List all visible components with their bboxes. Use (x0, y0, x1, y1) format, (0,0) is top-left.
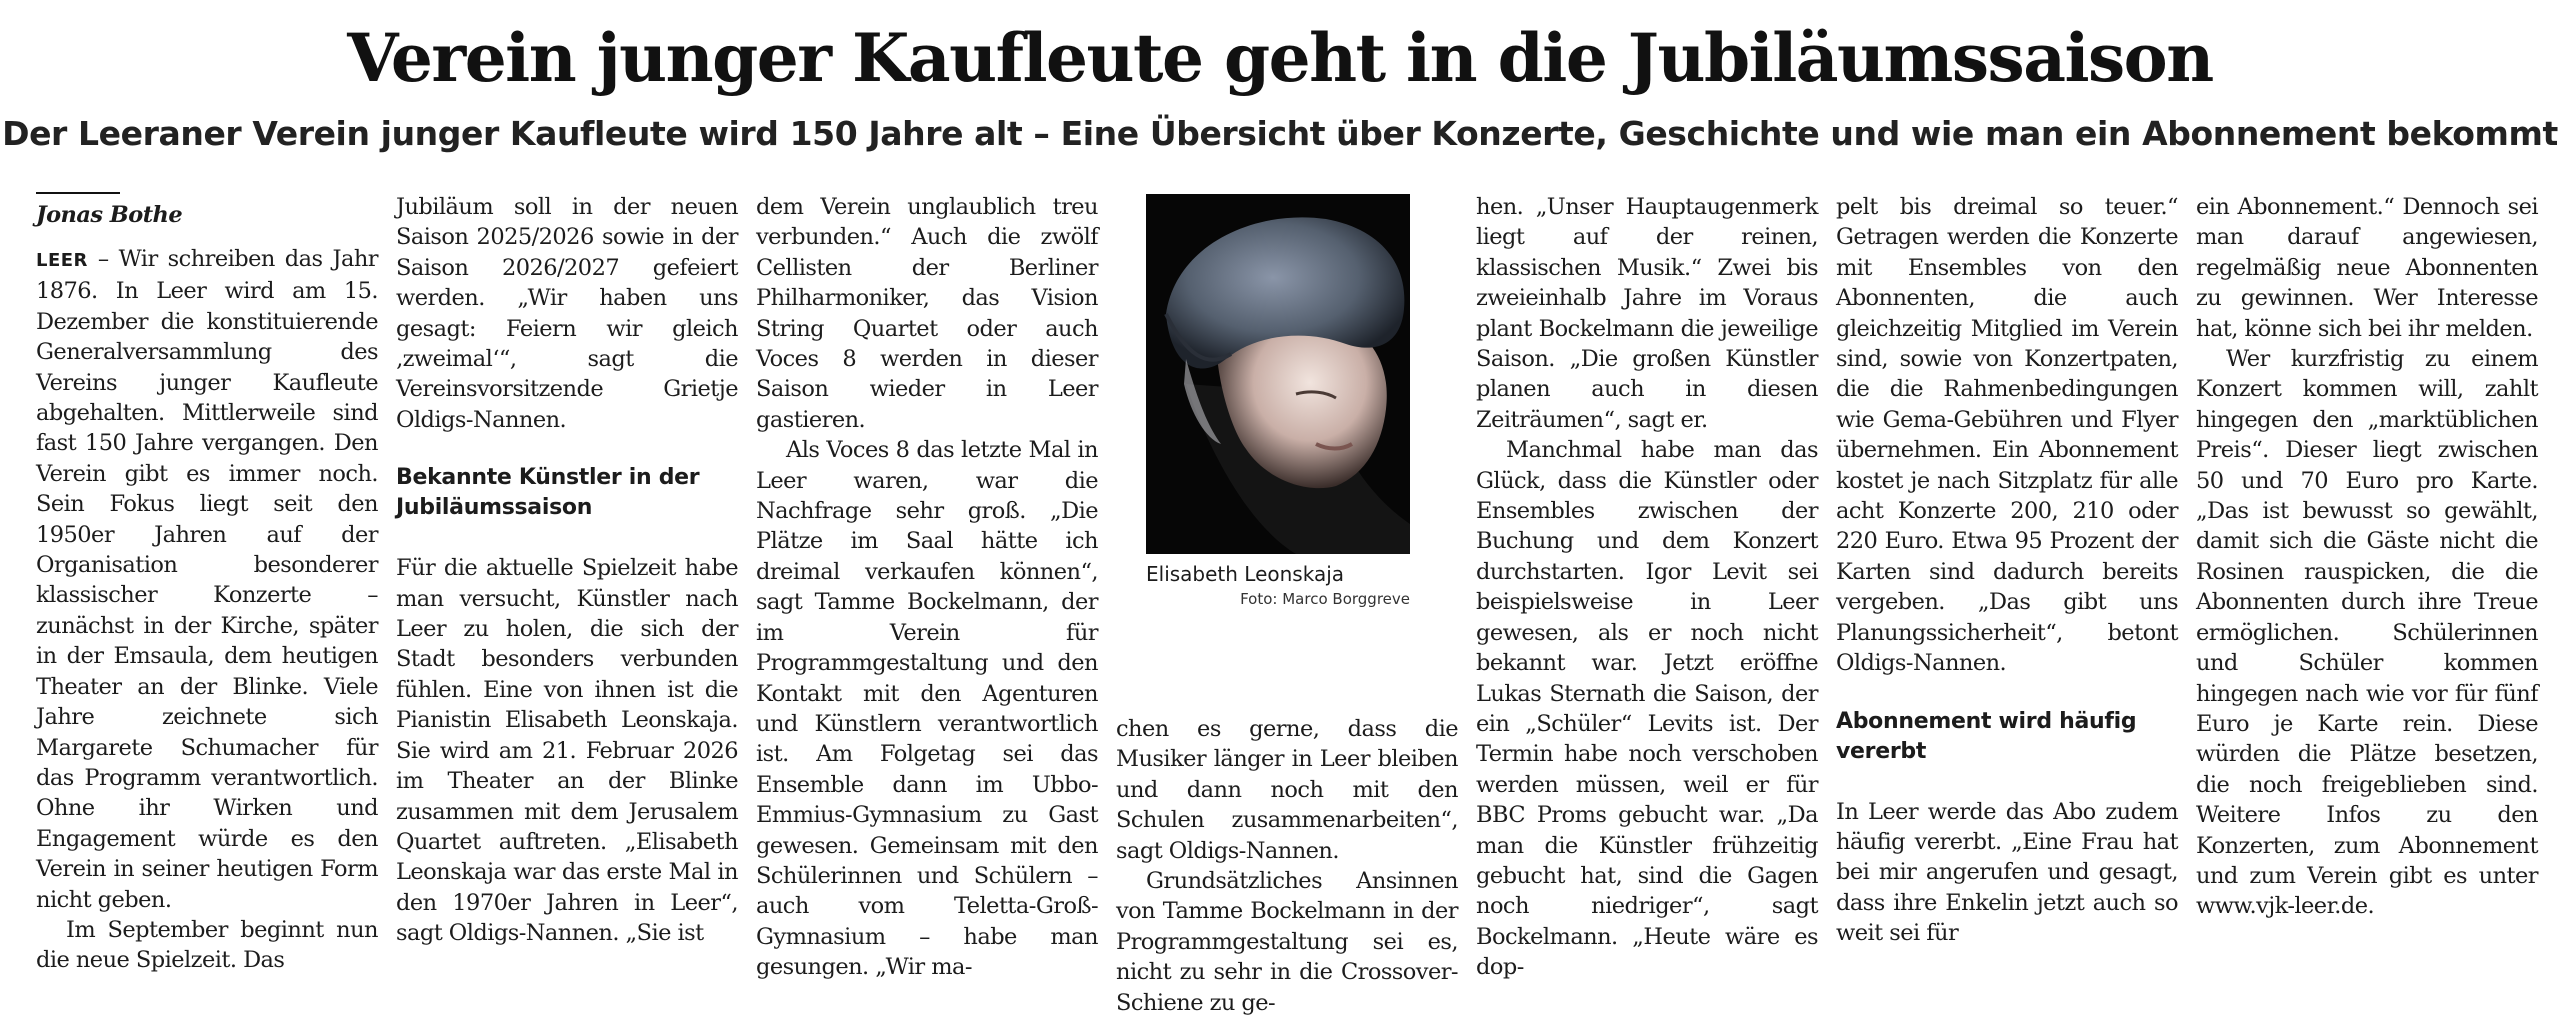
paragraph: dem Verein unglaublich treu verbunden.“ Auch die zwölf Cellisten der Berliner Philharmoniker, das Vision String Quartet oder auch Voces 8 werden in dieser Saison wieder in Leer gastieren. (756, 194, 1098, 433)
paragraph: Als Voces 8 das letzte Mal in Leer waren, war die Nachfrage sehr groß. „Die Plätze im Saal hätte ich dreimal verkaufen können“, sagt Tamme Bockelmann, der im Verein für Programmgestaltung und den Kontakt mit den Agenturen und Künstlern verantwortlich ist. Am Folgetag sei das Ensemble dann im Ubbo-Emmius-Gymnasium zu Gast gewesen. Gemeinsam mit den Schülerinnen und Schülern – auch vom Teletta-Groß-Gymnasium – habe man gesungen. „Wir ma- (756, 437, 1098, 981)
column-6 (1836, 192, 2178, 949)
section-subhead: Abonnement wird häufig vererbt (1836, 708, 2137, 764)
paragraph: Jubiläum soll in der neuen Saison 2025/2026 sowie in der Saison 2026/2027 gefeiert werden. „Wir haben uns gesagt: Feiern wir gleich ‚zweimal‘“, sagt die Vereinsvorsitzende Grietje Oldigs-Nannen. (396, 194, 738, 433)
column-4 (1116, 714, 1458, 1018)
paragraph: Manchmal habe man das Glück, dass die Künstler oder Ensembles zwischen der Buchung und dem Konzert durchstarten. Igor Levit sei beispielsweise in Leer gewesen, als er noch nicht bekannt war. Jetzt eröffne Lukas Sternath die Saison, der ein „Schüler“ Levits ist. Der Termin habe noch verschoben werden müssen, weil er für BBC Proms gebucht war. „Da man die Künstler frühzeitig gebucht hat, sind die Gagen noch niedriger“, sagt Bockelmann. „Heute wäre es dop- (1476, 437, 1818, 981)
paragraph: pelt bis dreimal so teuer.“ Getragen werden die Konzerte mit Ensembles von den Abonnenten, die auch gleichzeitig Mitglied im Verein sind, sowie von Konzertpaten, die die Rahmenbedingungen wie Gema-Gebühren und Flyer übernehmen. Ein Abonnement kostet je nach Sitzplatz für alle acht Konzerte 200, 210 oder 220 Euro. Etwa 95 Prozent der Karten sind dadurch bereits vergeben. „Das gibt uns Planungssicherheit“, betont Oldigs-Nannen. (1836, 194, 2178, 677)
paragraph (36, 244, 378, 915)
subheadline: Der Leeraner Verein junger Kaufleute wird 150 Jahre alt – Eine Übersicht über Konzerte, Geschichte und wie man ein Abonnement bekommt (2, 114, 2558, 153)
paragraph: chen es gerne, dass die Musiker länger in Leer bleiben und dann noch mit den Schulen zusammenarbeiten“, sagt Oldigs-Nannen. (1116, 716, 1458, 864)
photo-credit: Foto: Marco Borggreve (1240, 590, 1410, 608)
column-3 (756, 192, 1098, 983)
paragraph: ein Abonnement.“ Dennoch sei man darauf angewiesen, regelmäßig neue Abonnenten zu gewinnen. Wer Interesse hat, könne sich bei ihr melden. (2196, 194, 2538, 342)
paragraph: hen. „Unser Hauptaugenmerk liegt auf der reinen, klassischen Musik.“ Zwei bis zweieinhalb Jahre im Voraus plant Bockelmann die jeweilige Saison. „Die großen Künstler planen auch in diesen Zeiträumen“, sagt er. (1476, 194, 1818, 433)
photo-caption: Elisabeth Leonskaja (1146, 562, 1345, 586)
column-2 (396, 192, 738, 949)
dateline: LEER (36, 250, 88, 271)
paragraph: In Leer werde das Abo zudem häufig vererbt. „Eine Frau hat bei mir angerufen und gesagt, dass ihre Enkelin jetzt auch so weit sei für (1836, 798, 2178, 947)
author-name: Jonas Bothe (36, 202, 183, 228)
column-7 (2196, 192, 2538, 922)
photo-block (1146, 194, 1410, 610)
author-rule (36, 192, 120, 194)
portrait-photo (1146, 194, 1410, 554)
paragraph: Grundsätzliches Ansinnen von Tamme Bockelmann in der Programmgestaltung sei es, nicht zu sehr in die Crossover-Schiene zu ge- (1116, 868, 1458, 1016)
headline: Verein junger Kaufleute geht in die Jubiläumssaison (347, 19, 2213, 97)
column-5 (1476, 192, 1818, 983)
section-subhead: Bekannte Künstler in der Jubiläumssaison (396, 465, 700, 521)
paragraph: Wer kurzfristig zu einem Konzert kommen will, zahlt hingegen den „marktüblichen Preis“. Dieser liegt zwischen 50 und 70 Euro pro Karte. „Das ist bewusst so gewählt, damit sich die Gäste nicht die Rosinen rauspicken, die die Abonnenten durch ihre Treue ermöglichen. Schülerinnen und Schüler kommen hingegen nach wie vor für fünf Euro je Karte rein. Diese würden die Plätze besetzen, die noch freigeblieben sind. Weitere Infos zu den Konzerten, zum Abonnement und zum Verein gibt es unter www.vjk-leer.de. (2196, 346, 2538, 920)
column-1 (36, 192, 378, 976)
paragraph-text: – Wir schreiben das Jahr 1876. In Leer wird am 15. Dezember die konstituierende Generalversammlung des Vereins junger Kaufleute abgehalten. Mittlerweile sind fast 150 Jahre vergangen. Den Verein gibt es immer noch. Sein Fokus liegt seit den 1950er Jahren auf der Organisation besonderer klassischer Konzerte – zunächst in der Kirche, später in der Emsaula, dem heutigen Theater an der Blinke. Viele Jahre zeichnete sich Margarete Schumacher für das Programm verantwortlich. Ohne ihr Wirken und Engagement würde es den Verein in seiner heutigen Form nicht geben. (36, 246, 378, 913)
paragraph: Für die aktuelle Spielzeit habe man versucht, Künstler nach Leer zu holen, die sich der Stadt besonders verbunden fühlen. Eine von ihnen ist die Pianistin Elisabeth Leonskaja. Sie wird am 21. Februar 2026 im Theater an der Blinke zusammen mit dem Jerusalem Quartet auftreten. „Elisabeth Leonskaja war das erste Mal in den 1970er Jahren in Leer“, sagt Oldigs-Nannen. „Sie ist (396, 555, 738, 947)
paragraph: Im September beginnt nun die neue Spielzeit. Das (36, 916, 378, 974)
portrait-image (1146, 194, 1410, 554)
